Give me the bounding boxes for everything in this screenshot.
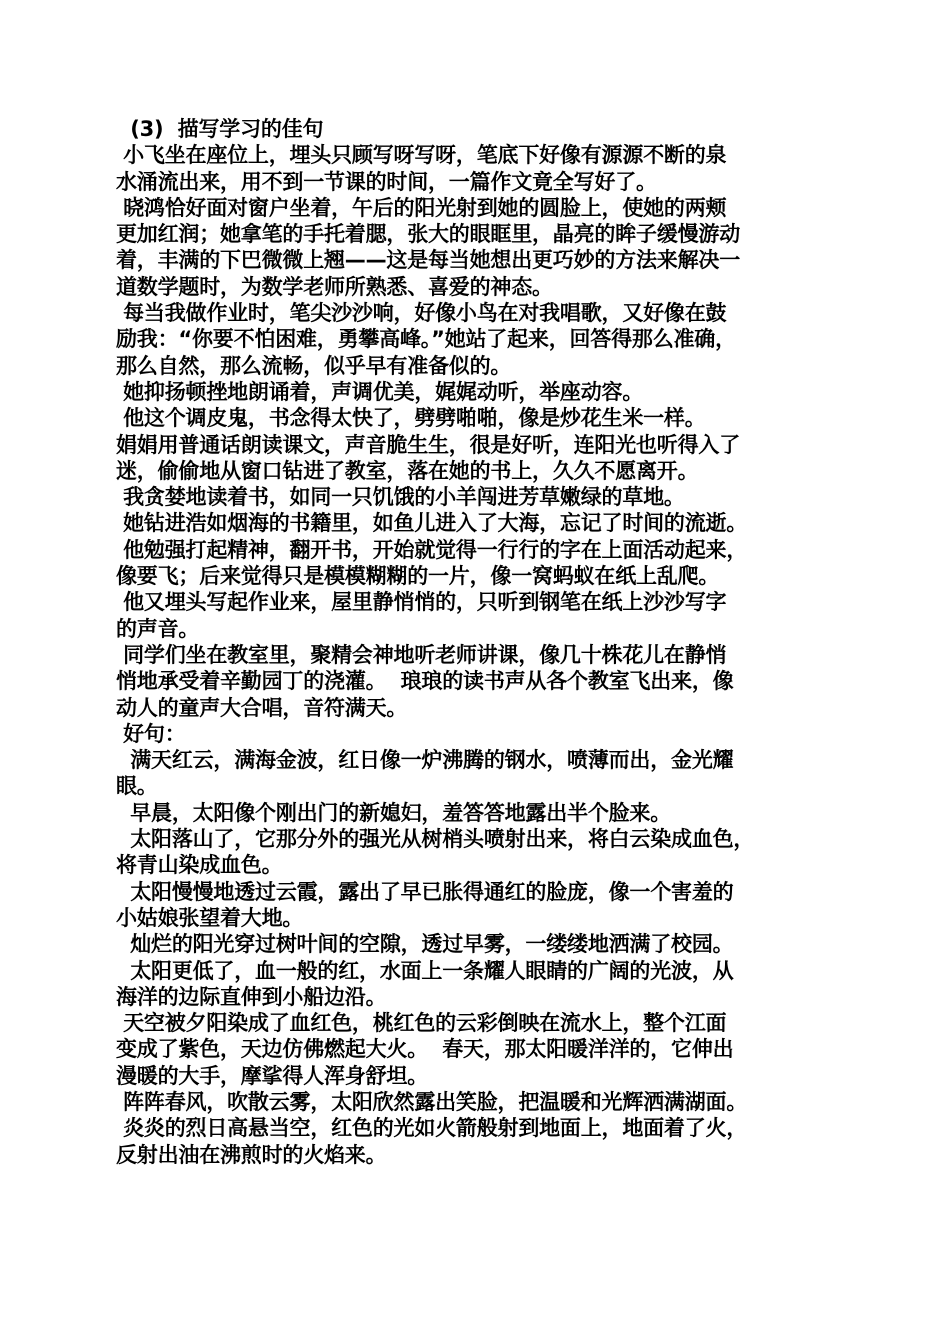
text-line: 漫暖的大手，摩挲得人浑身舒坦。 xyxy=(116,1063,428,1088)
text-line: 他这个调皮鬼，书念得太快了，劈劈啪啪，像是炒花生米一样。 xyxy=(116,406,706,431)
text-line: 的声音。 xyxy=(116,616,200,641)
text-line: 阵阵春风，吹散云雾，太阳欣然露出笑脸，把温暖和光辉洒满湖面。 xyxy=(116,1089,748,1114)
text-line: 他又埋头写起作业来，屋里静悄悄的，只听到钢笔在纸上沙沙写字 xyxy=(116,590,727,615)
document-page xyxy=(116,116,838,1168)
text-line: 太阳慢慢地透过云霞，露出了早已胀得通红的脸庞，像一个害羞的 xyxy=(116,879,734,904)
text-line: 早晨，太阳像个刚出门的新媳妇，羞答答地露出半个脸来。 xyxy=(116,800,672,825)
text-line: 道数学题时，为数学老师所熟悉、喜爱的神态。 xyxy=(116,274,553,299)
text-line: 满天红云，满海金波，红日像一炉沸腾的钢水，喷薄而出，金光耀 xyxy=(116,748,734,773)
text-line: 变成了紫色，天边仿佛燃起大火。 春天，那太阳暖洋洋的，它伸出 xyxy=(116,1037,734,1062)
text-line: 同学们坐在教室里，聚精会神地听老师讲课，像几十株花儿在静悄 xyxy=(116,642,727,667)
text-line: 将青山染成血色。 xyxy=(116,853,283,878)
text-line: 小姑娘张望着大地。 xyxy=(116,905,304,930)
text-line: 反射出油在沸煎时的火焰来。 xyxy=(116,1142,387,1167)
text-line: 他勉强打起精神，翻开书，开始就觉得一行行的字在上面活动起来， xyxy=(116,537,748,562)
subsection-heading: 好句： xyxy=(116,721,186,746)
text-line: 更加红润；她拿笔的手托着腮，张大的眼眶里，晶亮的眸子缓慢游动 xyxy=(116,222,740,247)
text-line: 眼。 xyxy=(116,774,158,799)
text-line: 她抑扬顿挫地朗诵着，声调优美，娓娓动听，举座动容。 xyxy=(116,379,644,404)
text-line: 灿烂的阳光穿过树叶间的空隙，透过早雾，一缕缕地洒满了校园。 xyxy=(116,932,734,957)
text-line: 动人的童声大合唱，音符满天。 xyxy=(116,695,408,720)
text-line: 我贪婪地读着书，如同一只饥饿的小羊闯进芳草嫩绿的草地。 xyxy=(116,485,685,510)
text-line: 她钻进浩如烟海的书籍里，如鱼儿进入了大海，忘记了时间的流逝。 xyxy=(116,511,748,536)
text-line: 太阳更低了，血一般的红，水面上一条耀人眼睛的广阔的光波，从 xyxy=(116,958,734,983)
text-line: 天空被夕阳染成了血红色，桃红色的云彩倒映在流水上，整个江面 xyxy=(116,1011,727,1036)
text-line: 炎炎的烈日高悬当空，红色的光如火箭般射到地面上，地面着了火， xyxy=(116,1116,748,1141)
text-line: 太阳落山了，它那分外的强光从树梢头喷射出来，将白云染成血色， xyxy=(116,827,755,852)
text-line: 着，丰满的下巴微微上翘——这是每当她想出更巧妙的方法来解决一 xyxy=(116,248,740,273)
text-line: 娟娟用普通话朗读课文，声音脆生生，很是好听，连阳光也听得入了 xyxy=(116,432,740,457)
text-line: 像要飞；后来觉得只是模模糊糊的一片，像一窝蚂蚁在纸上乱爬。 xyxy=(116,564,720,589)
text-line: 晓鸿恰好面对窗户坐着，午后的阳光射到她的圆脸上，使她的两颊 xyxy=(116,195,727,220)
text-line: 水涌流出来，用不到一节课的时间，一篇作文竟全写好了。 xyxy=(116,169,657,194)
text-line: 每当我做作业时，笔尖沙沙响，好像小鸟在对我唱歌，又好像在鼓 xyxy=(116,301,727,326)
text-line: 励我：“你要不怕困难，勇攀高峰。”她站了起来，回答得那么准确， xyxy=(116,327,736,352)
text-line: 那么自然，那么流畅，似乎早有准备似的。 xyxy=(116,353,512,378)
text-line: 海洋的边际直伸到小船边沿。 xyxy=(116,984,387,1009)
text-line: 小飞坐在座位上，埋头只顾写呀写呀，笔底下好像有源源不断的泉 xyxy=(116,143,727,168)
section-heading: (3) 描写学习的佳句 xyxy=(116,117,324,141)
text-line: 迷，偷偷地从窗口钻进了教室，落在她的书上，久久不愿离开。 xyxy=(116,458,699,483)
text-line: 悄地承受着辛勤园丁的浇灌。 琅琅的读书声从各个教室飞出来，像 xyxy=(116,669,734,694)
